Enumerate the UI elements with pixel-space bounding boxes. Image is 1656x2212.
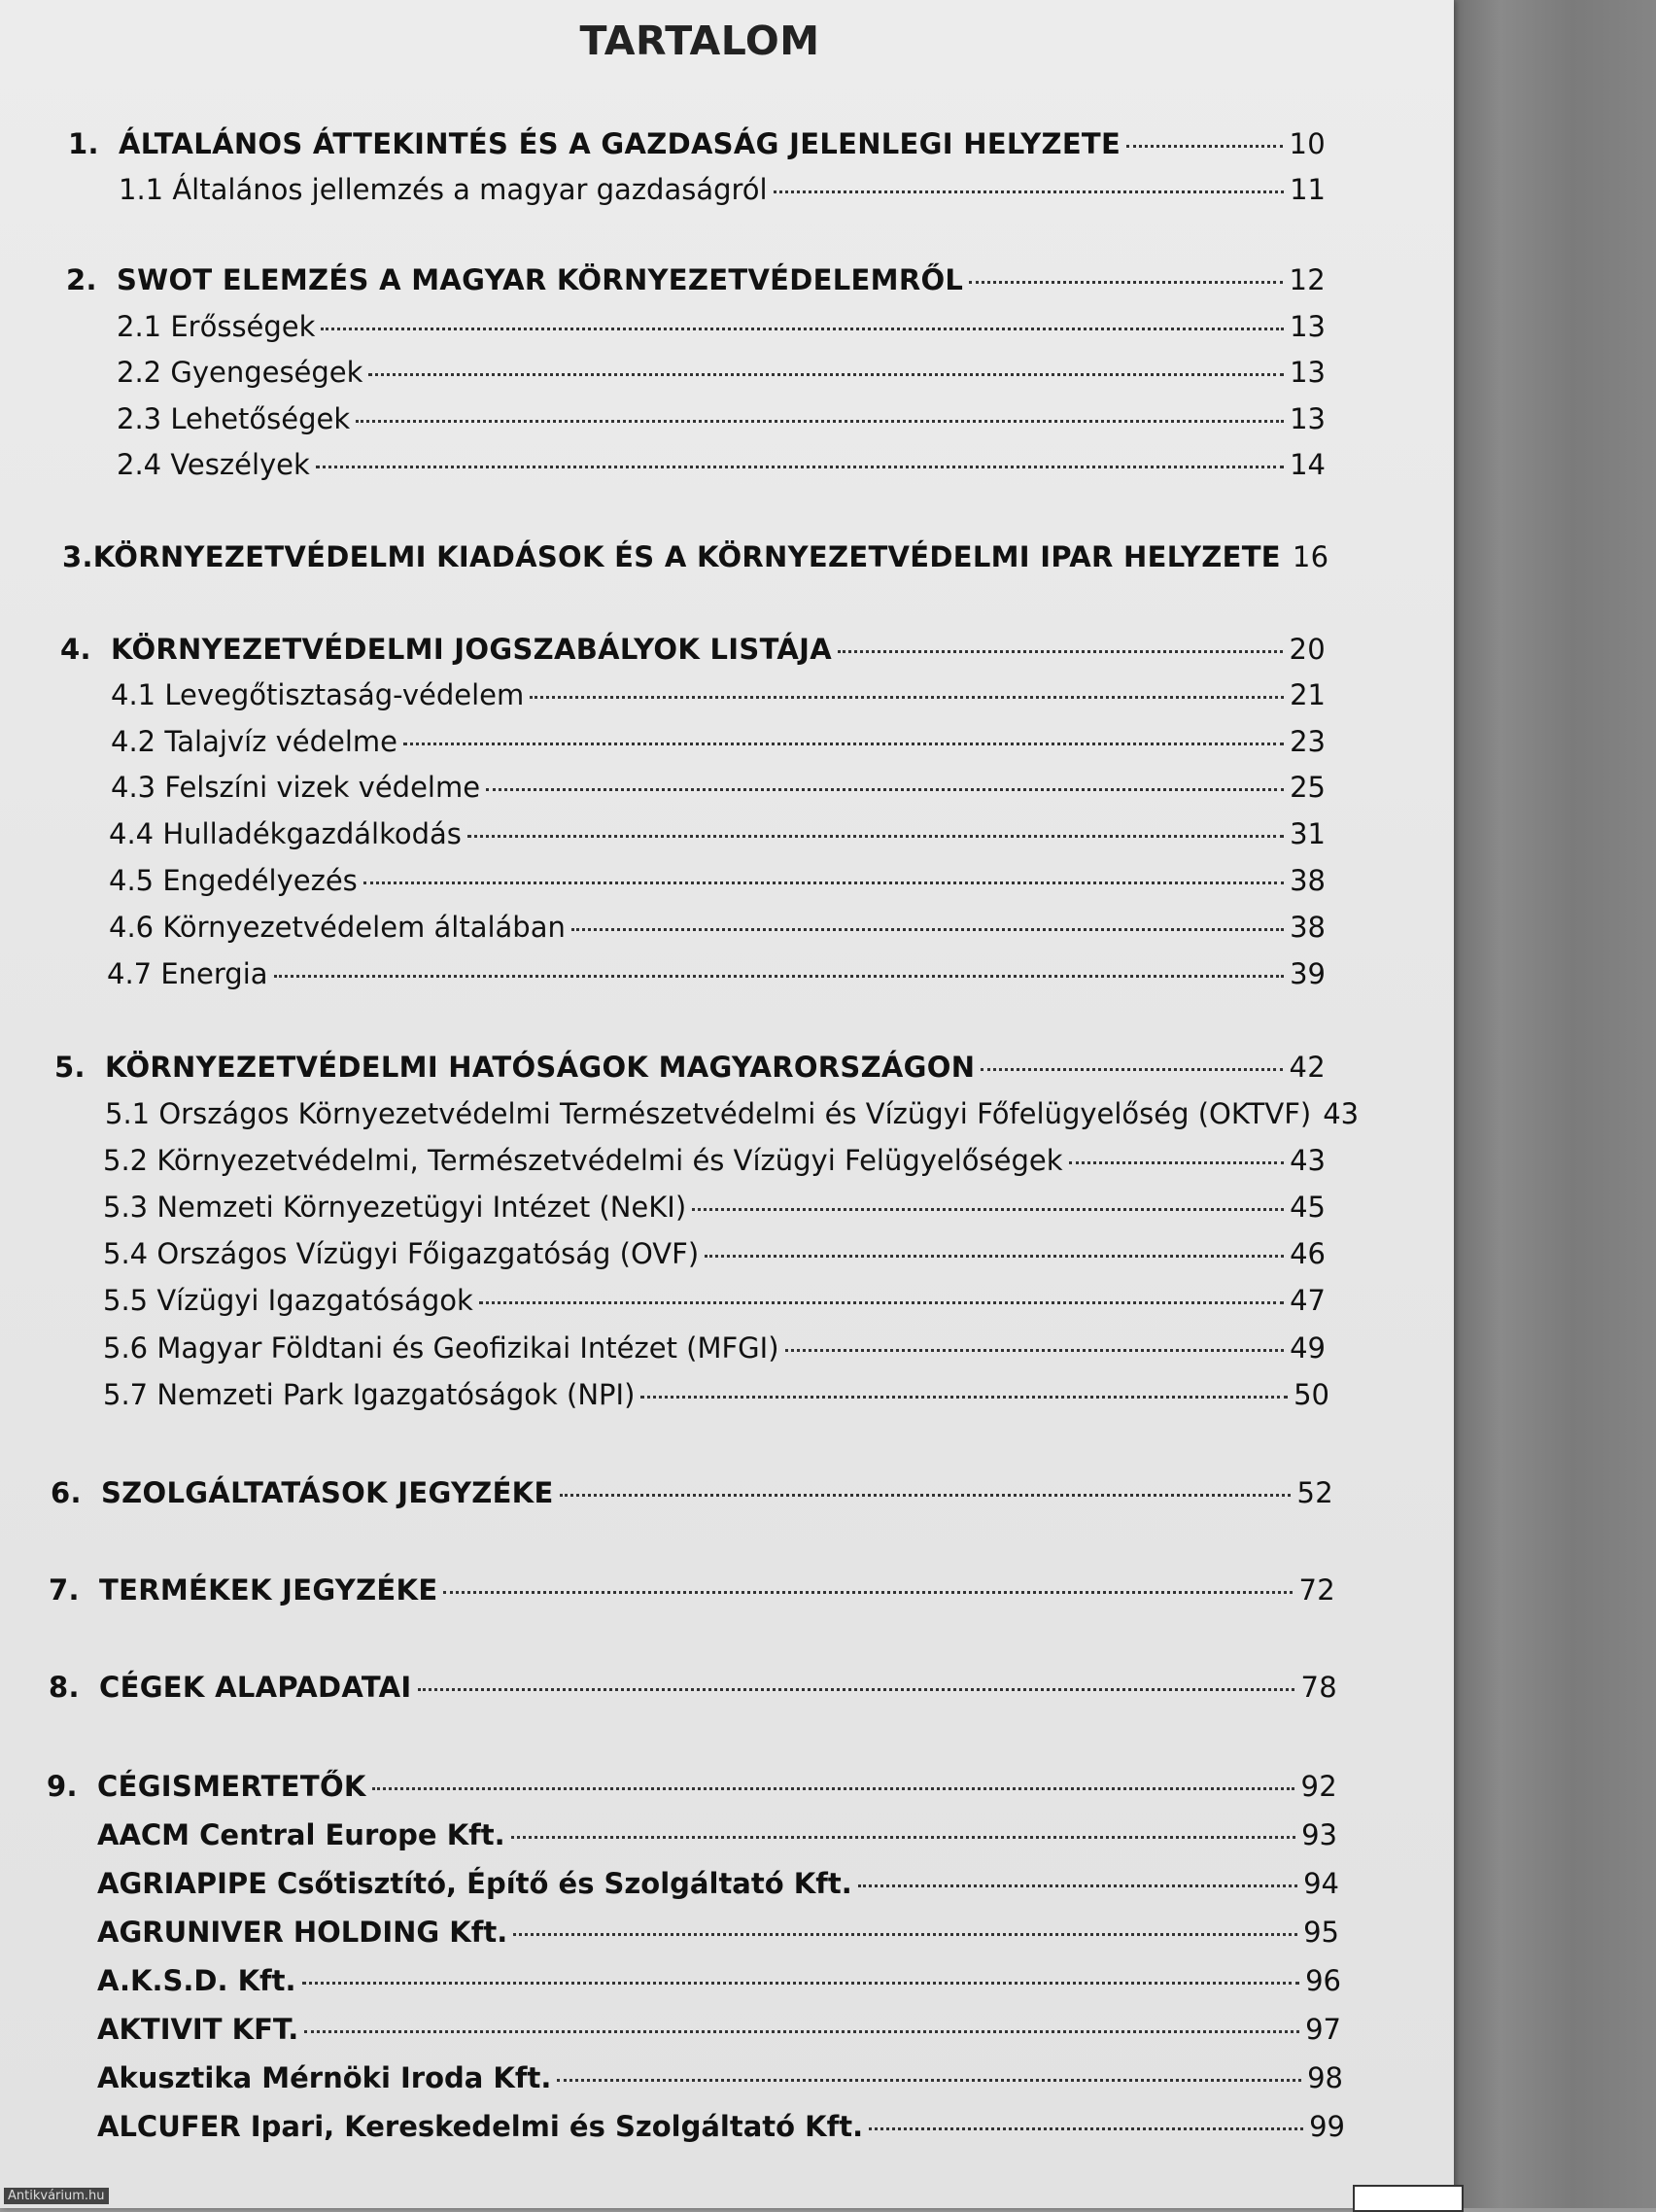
- dot-leader: [321, 327, 1284, 330]
- toc-page-number: 10: [1289, 127, 1326, 160]
- dot-leader: [530, 695, 1284, 699]
- toc-entry: [117, 445, 1326, 484]
- toc-page-number: 39: [1290, 957, 1326, 990]
- toc-entry-title: 5.2 Környezetvédelmi, Természetvédelmi és Vízügyi Felügyelőségek: [103, 1144, 1063, 1177]
- dot-leader: [640, 1395, 1288, 1399]
- toc-entry: 9. CÉGISMERTETŐK 92: [47, 1767, 1337, 1806]
- dot-leader: [274, 974, 1285, 978]
- dot-leader: [511, 1835, 1295, 1839]
- toc-entry-title: ÁLTALÁNOS ÁTTEKINTÉS ÉS A GAZDASÁG JELENLEGI HELYZETE: [119, 127, 1121, 160]
- toc-page-number: 52: [1296, 1476, 1333, 1509]
- toc-entry: [97, 1961, 1341, 2000]
- toc-entry: 3. KÖRNYEZETVÉDELMI KIADÁSOK ÉS A KÖRNYEZETVÉDELMI IPAR HELYZETE 16: [62, 537, 1326, 576]
- toc-entry: 4. KÖRNYEZETVÉDELMI JOGSZABÁLYOK LISTÁJA 20: [60, 630, 1326, 669]
- toc-entry-title: 1.1 Általános jellemzés a magyar gazdaságról: [119, 173, 768, 206]
- toc-entry: [117, 307, 1326, 346]
- toc-entry-title: 5.7 Nemzeti Park Igazgatóságok (NPI): [103, 1378, 636, 1411]
- dot-leader: [858, 1884, 1297, 1887]
- dot-leader: [479, 1300, 1284, 1304]
- dot-leader: [1126, 144, 1283, 148]
- toc-entry-title: TERMÉKEK JEGYZÉKE: [99, 1573, 438, 1607]
- toc-page-number: 94: [1303, 1867, 1339, 1900]
- toc-entry-title: 5.4 Országos Vízügyi Főigazgatóság (OVF): [103, 1237, 700, 1270]
- toc-entry: [109, 814, 1326, 853]
- toc-entry-title: A.K.S.D. Kft.: [97, 1964, 296, 1997]
- toc-entry: [97, 1913, 1339, 1952]
- dot-leader: [838, 649, 1284, 653]
- dot-leader: [302, 1981, 1300, 1985]
- dot-leader: [774, 190, 1284, 193]
- dot-leader: [969, 280, 1283, 284]
- toc-page-number: 93: [1301, 1818, 1337, 1851]
- toc-entry: [97, 2058, 1343, 2097]
- toc-entry: [103, 1234, 1326, 1273]
- toc-page-number: 12: [1289, 263, 1326, 296]
- toc-entry: [103, 1281, 1326, 1320]
- toc-entry-title: 4.7 Energia: [107, 957, 268, 990]
- toc-page-number: 38: [1290, 911, 1326, 944]
- toc-entry-title: KÖRNYEZETVÉDELMI KIADÁSOK ÉS A KÖRNYEZETVÉDELMI IPAR HELYZETE: [92, 540, 1281, 573]
- dot-leader: [869, 2126, 1303, 2130]
- toc-page-number: 92: [1300, 1770, 1337, 1803]
- toc-entry-title: KÖRNYEZETVÉDELMI HATÓSÁGOK MAGYARORSZÁGON: [105, 1051, 976, 1084]
- dot-leader: [692, 1207, 1284, 1211]
- toc-page-number: 42: [1289, 1051, 1326, 1084]
- toc-entry: [103, 1141, 1326, 1180]
- toc-entry-title: 4.1 Levegőtisztaság-védelem: [111, 678, 525, 711]
- toc-entry-title: CÉGISMERTETŐK: [97, 1770, 366, 1803]
- toc-page-number: 31: [1290, 817, 1326, 850]
- toc-page-number: 95: [1303, 1916, 1339, 1949]
- toc-entry-title: 5.1 Országos Környezetvédelmi Természetvédelmi és Vízügyi Főfelügyelőség (OKTVF): [105, 1097, 1312, 1130]
- toc-page-number: 25: [1290, 771, 1326, 804]
- toc-entry: [103, 1188, 1326, 1227]
- toc-page-number: 50: [1294, 1378, 1329, 1411]
- toc-entry: [97, 2010, 1341, 2049]
- dot-leader: [418, 1687, 1295, 1691]
- toc-entry-title: 5.6 Magyar Földtani és Geofizikai Intézet (MFGI): [103, 1331, 779, 1365]
- toc-page-number: 11: [1290, 173, 1326, 206]
- toc-entry-title: 4.3 Felszíni vizek védelme: [111, 771, 481, 804]
- toc-entry-title: AKTIVIT KFT.: [97, 2013, 299, 2046]
- toc-page-number: 97: [1305, 2013, 1341, 2046]
- dot-leader: [304, 2029, 1299, 2033]
- toc-entry: 2. SWOT ELEMZÉS A MAGYAR KÖRNYEZETVÉDELEMRŐL 12: [66, 260, 1326, 299]
- dot-leader: [356, 419, 1284, 423]
- toc-page-number: 38: [1290, 864, 1326, 897]
- toc-entry: [111, 675, 1326, 714]
- toc-page-number: 13: [1290, 402, 1326, 435]
- toc-entry: [119, 170, 1326, 209]
- toc-entry-title: 2.4 Veszélyek: [117, 448, 310, 481]
- toc-entry: 1. ÁLTALÁNOS ÁTTEKINTÉS ÉS A GAZDASÁG JELENLEGI HELYZETE 10: [68, 124, 1326, 163]
- toc-entry: 5. KÖRNYEZETVÉDELMI HATÓSÁGOK MAGYARORSZÁGON 42: [54, 1048, 1326, 1087]
- toc-page-number: 13: [1290, 310, 1326, 343]
- toc-entry-title: 2.2 Gyengeségek: [117, 356, 363, 389]
- toc-entry: [97, 2107, 1345, 2146]
- dot-leader: [467, 834, 1284, 838]
- toc-page-number: 46: [1290, 1237, 1326, 1270]
- dot-leader: [560, 1493, 1292, 1497]
- toc-entry-title: AGRUNIVER HOLDING Kft.: [97, 1916, 508, 1949]
- toc-entry-title: Akusztika Mérnöki Iroda Kft.: [97, 2061, 552, 2094]
- dot-leader: [1069, 1160, 1285, 1164]
- toc-entry: [109, 908, 1326, 947]
- toc-page-number: 47: [1290, 1284, 1326, 1317]
- toc-entry-title: KÖRNYEZETVÉDELMI JOGSZABÁLYOK LISTÁJA: [111, 633, 832, 666]
- toc-page-number: 21: [1290, 678, 1326, 711]
- toc-page-number: 23: [1290, 725, 1326, 758]
- toc-entry: [97, 1864, 1339, 1903]
- dot-leader: [363, 881, 1284, 884]
- toc-page-number: 49: [1290, 1331, 1326, 1365]
- toc-entry: [117, 353, 1326, 392]
- toc-entry-title: CÉGEK ALAPADATAI: [99, 1671, 412, 1704]
- dot-leader: [486, 787, 1284, 791]
- toc-page-number: 43: [1290, 1144, 1326, 1177]
- toc-entry-title: 5.5 Vízügyi Igazgatóságok: [103, 1284, 473, 1317]
- toc-page-number: 14: [1290, 448, 1326, 481]
- toc-page-number: 43: [1323, 1097, 1360, 1130]
- dot-leader: [513, 1932, 1297, 1936]
- dot-leader: [368, 372, 1284, 376]
- toc-entry-title: 5.3 Nemzeti Környezetügyi Intézet (NeKI): [103, 1191, 687, 1224]
- toc-page-number: 98: [1307, 2061, 1343, 2094]
- dot-leader: [403, 742, 1284, 745]
- toc-entry-title: 4.6 Környezetvédelem általában: [109, 911, 566, 944]
- toc-entry: [103, 1375, 1329, 1414]
- page-title: TARTALOM: [579, 17, 820, 64]
- dot-leader: [557, 2078, 1301, 2082]
- toc-page-number: 72: [1298, 1573, 1335, 1607]
- toc-entry: [103, 1329, 1326, 1367]
- toc-page-number: 45: [1290, 1191, 1326, 1224]
- dot-leader: [785, 1348, 1285, 1352]
- toc-entry-title: 4.4 Hulladékgazdálkodás: [109, 817, 462, 850]
- toc-entry: 8. CÉGEK ALAPADATAI 78: [49, 1668, 1337, 1707]
- dot-leader: [981, 1067, 1283, 1071]
- toc-page-number: 78: [1300, 1671, 1337, 1704]
- watermark: Antikvárium.hu: [4, 2188, 109, 2204]
- dot-leader: [443, 1590, 1293, 1594]
- toc-entry: [111, 768, 1326, 807]
- toc-entry: 6. SZOLGÁLTATÁSOK JEGYZÉKE 52: [51, 1473, 1333, 1512]
- toc-page-number: 20: [1289, 633, 1326, 666]
- toc-entry-title: AGRIAPIPE Csőtisztító, Építő és Szolgáltató Kft.: [97, 1867, 852, 1900]
- toc-entry: [105, 1094, 1360, 1133]
- adjacent-page-edge: [1448, 0, 1656, 2208]
- dot-leader: [705, 1254, 1284, 1258]
- dot-leader: [372, 1786, 1295, 1790]
- dot-leader: [571, 927, 1284, 931]
- toc-entry-title: 2.3 Lehetőségek: [117, 402, 351, 435]
- dot-leader: [316, 465, 1284, 468]
- toc-entry-title: AACM Central Europe Kft.: [97, 1818, 505, 1851]
- toc-entry: [109, 861, 1326, 900]
- toc-entry: [117, 399, 1326, 438]
- toc-page-number: 13: [1290, 356, 1326, 389]
- toc-entry-title: 4.2 Talajvíz védelme: [111, 725, 397, 758]
- toc-entry-title: SZOLGÁLTATÁSOK JEGYZÉKE: [101, 1476, 554, 1509]
- toc-entry-title: ALCUFER Ipari, Kereskedelmi és Szolgáltató Kft.: [97, 2110, 864, 2143]
- toc-entry-title: SWOT ELEMZÉS A MAGYAR KÖRNYEZETVÉDELEMRŐL: [117, 263, 964, 296]
- toc-entry: [107, 954, 1326, 993]
- toc-page-number: 96: [1305, 1964, 1341, 1997]
- toc-page-number: 99: [1309, 2110, 1345, 2143]
- toc-entry-title: 4.5 Engedélyezés: [109, 864, 358, 897]
- toc-entry: [97, 1815, 1337, 1854]
- toc-page-number: 16: [1292, 540, 1329, 573]
- toc-entry: [111, 722, 1326, 761]
- toc-entry-title: 2.1 Erősségek: [117, 310, 316, 343]
- toc-entry: 7. TERMÉKEK JEGYZÉKE 72: [49, 1571, 1335, 1609]
